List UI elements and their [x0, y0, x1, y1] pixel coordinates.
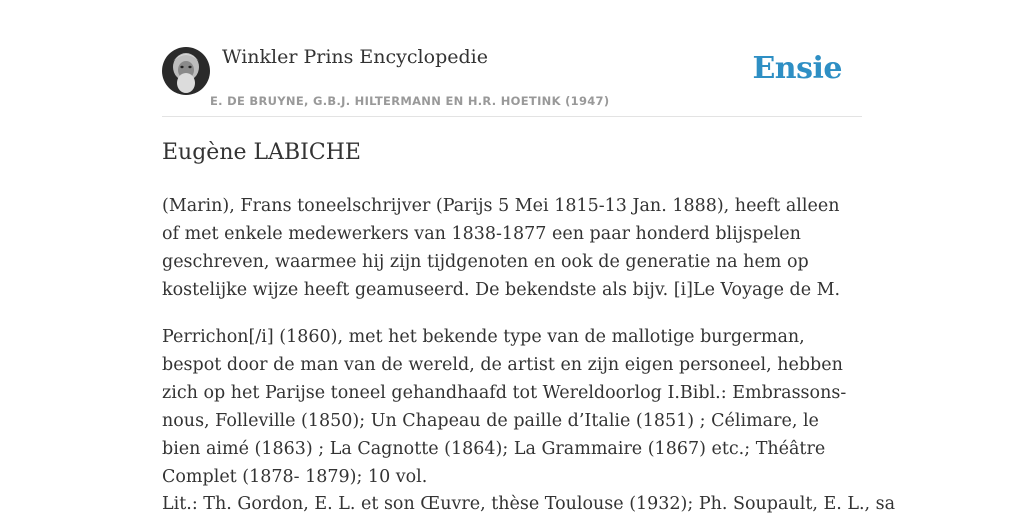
article-paragraph: Lit.: Th. Gordon, E. L. et son Œuvre, thèse Toulouse (1932); Ph. Soupault, E. L., sa	[162, 494, 896, 514]
site-header	[162, 0, 862, 117]
ensie-logo-link[interactable]: Ensie	[752, 51, 842, 86]
portrait-image	[162, 47, 210, 95]
article-paragraph: Perrichon[/i] (1860), met het bekende type van de mallotige burgerman, bespot door de man van de wereld, de artist en zijn eigen personeel, hebben zich op het Parijse toneel gehandhaafd tot Wereldoorlog I.Bibl.: Embrassons-nous, Folleville (1850); Un Chapeau de paille d’Italie (1851) ; Célimare, le bien aimé (1863) ; La Cagnotte (1864); La Grammaire (1867) etc.; Théâtre Complet (1878- 1879); 10 vol.	[162, 327, 847, 487]
author-portrait-avatar[interactable]	[162, 47, 210, 95]
article-paragraph: (Marin), Frans toneelschrijver (Parijs 5 Mei 1815-13 Jan. 1888), heeft alleen of met enkele medewerkers van 1838-1877 een paar honderd blijspelen geschreven, waarmee hij zijn tijdgenoten en ook de generatie na hem op kostelijke wijze heeft geamuseerd. De bekendste als bijv. [i]Le Voyage de M.	[162, 196, 841, 300]
article-title: Eugène LABICHE	[162, 140, 361, 165]
authors-subtitle: E. DE BRUYNE, G.B.J. HILTERMANN EN H.R. HOETINK (1947)	[210, 94, 610, 108]
page	[162, 0, 896, 514]
site-title-link[interactable]: Winkler Prins Encyclopedie	[222, 46, 488, 68]
